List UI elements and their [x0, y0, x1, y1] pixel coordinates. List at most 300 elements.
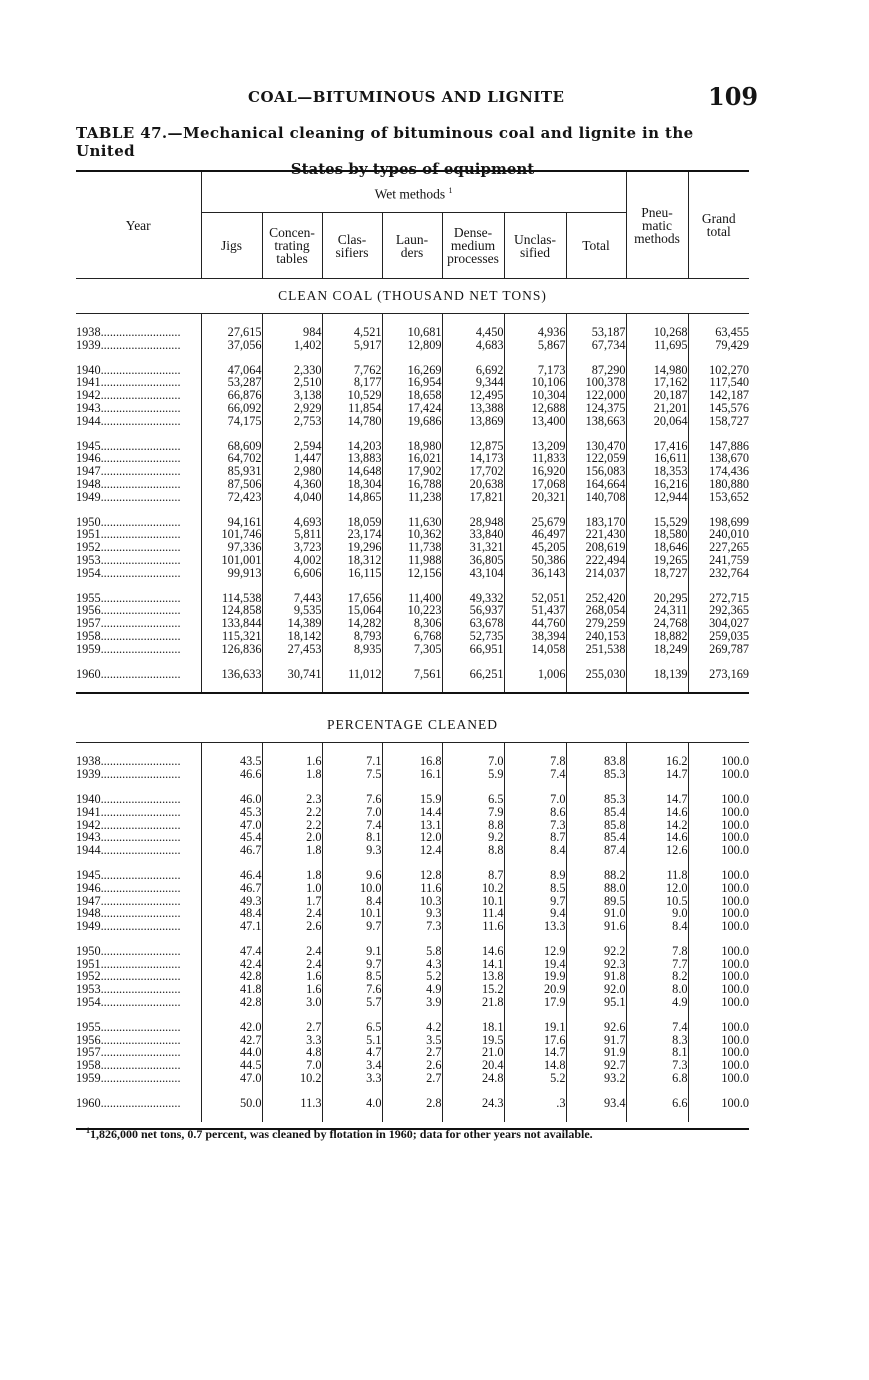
cell-total: 88.2 [566, 869, 626, 882]
cell-year: 1943.......................... [76, 831, 201, 844]
cell-concentrating-tables: 3,138 [262, 389, 322, 402]
cell-pneumatic: 4.9 [626, 996, 688, 1009]
cell-dense-medium: 6.5 [442, 793, 504, 806]
table-row [76, 1072, 749, 1085]
cell-launders: 16,021 [382, 452, 442, 465]
cell-grand-total: 102,270 [709, 362, 750, 377]
cell-launders: 10,223 [382, 604, 442, 617]
col-group-wet-methods [201, 171, 626, 213]
cell-jigs: 47.0 [201, 819, 262, 832]
cell-launders: 17,902 [382, 465, 442, 478]
cell-jigs: 46.7 [201, 844, 262, 857]
cell-year: 1955.......................... [76, 1021, 201, 1034]
cell-unclassified: 36,143 [504, 567, 566, 580]
cell-pneumatic: 24,768 [626, 617, 688, 630]
cell-pneumatic: 12.6 [626, 844, 688, 857]
cell-year: 1947.......................... [76, 895, 201, 908]
cell-pneumatic: 8.4 [626, 920, 688, 933]
cell-launders: 4.3 [382, 958, 442, 971]
cell-dense-medium: 17,821 [442, 491, 504, 504]
cell-concentrating-tables: 2.4 [262, 907, 322, 920]
table-row [76, 478, 749, 491]
cell-jigs: 46.6 [201, 768, 262, 781]
cell-dense-medium: 20,638 [442, 478, 504, 491]
gap-cell [76, 1110, 201, 1122]
cell-dense-medium: 15.2 [442, 983, 504, 996]
cell-dense-medium: 43,104 [442, 567, 504, 580]
gap-cell [688, 352, 749, 364]
cell-launders: 8,306 [382, 617, 442, 630]
cell-year: 1951.......................... [76, 958, 201, 971]
cell-dense-medium: 11.6 [442, 920, 504, 933]
group-gap [76, 580, 749, 592]
cell-launders: 11,738 [382, 541, 442, 554]
cell-jigs: 136,633 [201, 668, 262, 681]
cell-total: 92.6 [566, 1021, 626, 1034]
cell-pneumatic: 17,162 [626, 376, 688, 389]
table-row [76, 402, 749, 415]
cell-grand-total: 100.0 [721, 804, 750, 819]
cell-unclassified: 7.4 [504, 768, 566, 781]
cell-jigs: 47.0 [201, 1072, 262, 1085]
cell-grand-total: 79,429 [715, 337, 750, 352]
gap-cell [76, 857, 201, 869]
cell-year: 1945.......................... [76, 869, 201, 882]
cell-total: 85.4 [566, 831, 626, 844]
cell-unclassified: 25,679 [504, 516, 566, 529]
cell-unclassified: 9.7 [504, 895, 566, 908]
cell-total: 208,619 [566, 541, 626, 554]
gap-cell [76, 933, 201, 945]
cell-classifiers: 7.5 [322, 768, 382, 781]
gap-cell [382, 580, 442, 592]
cell-pneumatic: 6.6 [626, 1097, 688, 1110]
section-rule-cell [76, 693, 749, 708]
gap-cell [504, 504, 566, 516]
cell-dense-medium: 14.6 [442, 945, 504, 958]
group-gap [76, 352, 749, 364]
cell-grand-total: 100.0 [721, 791, 750, 806]
group-gap [76, 504, 749, 516]
table-row [76, 768, 749, 781]
cell-dense-medium: 6,692 [442, 364, 504, 377]
cell-classifiers: 10.0 [322, 882, 382, 895]
group-gap [76, 428, 749, 440]
cell-classifiers: 8.5 [322, 970, 382, 983]
cell-year: 1946.......................... [76, 882, 201, 895]
cell-classifiers: 5.1 [322, 1034, 382, 1047]
cell-concentrating-tables: 984 [262, 326, 322, 339]
cell-year: 1938.......................... [76, 326, 201, 339]
cell-classifiers: 7.6 [322, 983, 382, 996]
cell-jigs: 101,001 [201, 554, 262, 567]
gap-cell [76, 428, 201, 440]
cell-classifiers: 4.0 [322, 1097, 382, 1110]
cell-launders: 5.2 [382, 970, 442, 983]
cell-classifiers: 3.4 [322, 1059, 382, 1072]
cell-jigs: 46.7 [201, 882, 262, 895]
gap-cell [382, 428, 442, 440]
cell-jigs: 126,836 [201, 643, 262, 656]
cell-unclassified: 5,867 [504, 339, 566, 352]
cell-jigs: 49.3 [201, 895, 262, 908]
gap-cell [626, 428, 688, 440]
cell-year: 1944.......................... [76, 415, 201, 428]
cell-dense-medium: 8.7 [442, 869, 504, 882]
cell-dense-medium: 56,937 [442, 604, 504, 617]
gap-cell [626, 680, 688, 693]
group-gap [76, 680, 749, 693]
cell-total: 95.1 [566, 996, 626, 1009]
cell-dense-medium: 63,678 [442, 617, 504, 630]
cell-launders: 4.2 [382, 1021, 442, 1034]
gap-cell [626, 504, 688, 516]
cell-total: 91.6 [566, 920, 626, 933]
cell-grand-total: 273,169 [709, 666, 750, 681]
gap-cell [442, 504, 504, 516]
cell-launders: 10,681 [382, 326, 442, 339]
gap-cell [76, 504, 201, 516]
gap-cell [442, 428, 504, 440]
cell-grand-total: 147,886 [709, 438, 750, 453]
cell-unclassified: 8.6 [504, 806, 566, 819]
footnote [86, 1126, 593, 1142]
cell-launders: 9.3 [382, 907, 442, 920]
cell-concentrating-tables: 4,040 [262, 491, 322, 504]
cell-year: 1955.......................... [76, 592, 201, 605]
gap-cell [566, 656, 626, 668]
cell-concentrating-tables: 4.8 [262, 1046, 322, 1059]
table-row [76, 996, 749, 1009]
cell-grand-total: 232,764 [709, 565, 750, 580]
table-row [76, 806, 749, 819]
cell-pneumatic: 6.8 [626, 1072, 688, 1085]
table-row [76, 1059, 749, 1072]
cell-jigs: 41.8 [201, 983, 262, 996]
cell-pneumatic: 18,353 [626, 465, 688, 478]
cell-year: 1949.......................... [76, 920, 201, 933]
caption-line-1: TABLE 47.—Mechanical cleaning of bituminous coal and lignite in the United [76, 124, 694, 160]
cell-year: 1943.......................... [76, 402, 201, 415]
cell-dense-medium: 7.9 [442, 806, 504, 819]
gap-cell [626, 1110, 688, 1122]
cell-concentrating-tables: 2,980 [262, 465, 322, 478]
cell-dense-medium: 20.4 [442, 1059, 504, 1072]
cell-dense-medium: 24.8 [442, 1072, 504, 1085]
cell-classifiers: 13,883 [322, 452, 382, 465]
cell-launders: 16.8 [382, 755, 442, 768]
cell-grand-total: 100.0 [721, 893, 750, 908]
cell-grand-total: 158,727 [709, 413, 750, 428]
cell-unclassified: 17,068 [504, 478, 566, 491]
group-gap [76, 933, 749, 945]
col-dense-medium: Dense- medium processes [442, 213, 504, 279]
cell-grand-total: 100.0 [721, 880, 750, 895]
gap-cell [201, 680, 262, 693]
cell-launders: 18,658 [382, 389, 442, 402]
cell-concentrating-tables: 1,402 [262, 339, 322, 352]
cell-total: 221,430 [566, 528, 626, 541]
cell-year: 1953.......................... [76, 983, 201, 996]
page-number: 109 [708, 82, 759, 111]
cell-dense-medium: 12,495 [442, 389, 504, 402]
cell-total: 67,734 [566, 339, 626, 352]
cell-jigs: 72,423 [201, 491, 262, 504]
cell-year: 1941.......................... [76, 806, 201, 819]
cell-concentrating-tables: 14,389 [262, 617, 322, 630]
cell-classifiers: 4.7 [322, 1046, 382, 1059]
cell-pneumatic: 20,295 [626, 592, 688, 605]
cell-unclassified: 17.6 [504, 1034, 566, 1047]
cell-dense-medium: 21.8 [442, 996, 504, 1009]
cell-total: 130,470 [566, 440, 626, 453]
cell-total: 85.8 [566, 819, 626, 832]
gap-cell [322, 580, 382, 592]
cell-total: 91.9 [566, 1046, 626, 1059]
cell-grand-total: 100.0 [721, 1095, 750, 1110]
gap-cell [442, 680, 504, 693]
cell-unclassified: 10,304 [504, 389, 566, 402]
cell-total: 140,708 [566, 491, 626, 504]
cell-concentrating-tables: 1.6 [262, 970, 322, 983]
cell-unclassified: 8.7 [504, 831, 566, 844]
table-row [76, 1046, 749, 1059]
cell-launders: 3.5 [382, 1034, 442, 1047]
cell-grand-total: 100.0 [721, 817, 750, 832]
gap-cell [504, 352, 566, 364]
cell-year: 1950.......................... [76, 945, 201, 958]
cell-unclassified: 45,205 [504, 541, 566, 554]
gap-cell [504, 680, 566, 693]
cell-concentrating-tables: 1.8 [262, 844, 322, 857]
cell-total: 91.8 [566, 970, 626, 983]
cell-dense-medium: 4,683 [442, 339, 504, 352]
cell-pneumatic: 14.7 [626, 768, 688, 781]
table-row [76, 895, 749, 908]
col-unclassified: Unclas- sified [504, 213, 566, 279]
cell-pneumatic: 18,646 [626, 541, 688, 554]
cell-pneumatic: 18,580 [626, 528, 688, 541]
cell-concentrating-tables: 4,693 [262, 516, 322, 529]
cell-pneumatic: 8.1 [626, 1046, 688, 1059]
cell-concentrating-tables: 1.8 [262, 768, 322, 781]
cell-unclassified: 5.2 [504, 1072, 566, 1085]
cell-year: 1946.......................... [76, 452, 201, 465]
cell-dense-medium: 17,702 [442, 465, 504, 478]
section-title-row [76, 708, 749, 743]
table-row [76, 491, 749, 504]
cell-jigs: 101,746 [201, 528, 262, 541]
cell-concentrating-tables: 4,360 [262, 478, 322, 491]
cell-total: 255,030 [566, 668, 626, 681]
gap-cell [262, 352, 322, 364]
cell-total: 88.0 [566, 882, 626, 895]
cell-concentrating-tables: 3.0 [262, 996, 322, 1009]
cell-jigs: 46.0 [201, 793, 262, 806]
cell-jigs: 42.8 [201, 970, 262, 983]
gap-cell [504, 1110, 566, 1122]
cell-total: 92.2 [566, 945, 626, 958]
gap-cell [566, 680, 626, 693]
cell-grand-total: 241,759 [709, 552, 750, 567]
cell-jigs: 43.5 [201, 755, 262, 768]
cell-classifiers: 14,780 [322, 415, 382, 428]
cell-concentrating-tables: 2.4 [262, 945, 322, 958]
cell-concentrating-tables: 6,606 [262, 567, 322, 580]
cell-dense-medium: 52,735 [442, 630, 504, 643]
cell-jigs: 50.0 [201, 1097, 262, 1110]
cell-grand-total: 100.0 [721, 1019, 750, 1034]
group-gap [76, 743, 749, 756]
cell-pneumatic: 16.2 [626, 755, 688, 768]
cell-unclassified: 14,058 [504, 643, 566, 656]
cell-total: 87,290 [566, 364, 626, 377]
gap-cell [626, 656, 688, 668]
gap-cell [76, 580, 201, 592]
gap-cell [442, 580, 504, 592]
cell-pneumatic: 19,265 [626, 554, 688, 567]
cell-jigs: 74,175 [201, 415, 262, 428]
cell-jigs: 97,336 [201, 541, 262, 554]
cell-pneumatic: 7.8 [626, 945, 688, 958]
cell-total: 85.3 [566, 768, 626, 781]
cell-unclassified: 10,106 [504, 376, 566, 389]
cell-launders: 2.6 [382, 1059, 442, 1072]
cell-unclassified: 38,394 [504, 630, 566, 643]
table-row [76, 793, 749, 806]
cell-year: 1957.......................... [76, 1046, 201, 1059]
cell-concentrating-tables: 2.4 [262, 958, 322, 971]
cell-pneumatic: 11.8 [626, 869, 688, 882]
gap-cell [262, 580, 322, 592]
cell-classifiers: 10,529 [322, 389, 382, 402]
cell-launders: 10.3 [382, 895, 442, 908]
cell-pneumatic: 8.2 [626, 970, 688, 983]
gap-cell [76, 1085, 201, 1097]
cell-concentrating-tables: 1.6 [262, 755, 322, 768]
cell-pneumatic: 20,187 [626, 389, 688, 402]
cell-jigs: 47.4 [201, 945, 262, 958]
cell-dense-medium: 18.1 [442, 1021, 504, 1034]
cell-year: 1958.......................... [76, 1059, 201, 1072]
cell-total: 85.3 [566, 793, 626, 806]
cell-classifiers: 18,312 [322, 554, 382, 567]
cell-unclassified: 9.4 [504, 907, 566, 920]
cell-pneumatic: 18,882 [626, 630, 688, 643]
running-head: COAL—BITUMINOUS AND LIGNITE [248, 88, 565, 106]
cell-unclassified: 7.0 [504, 793, 566, 806]
cell-launders: 12.8 [382, 869, 442, 882]
cell-grand-total: 63,455 [715, 325, 750, 339]
cell-pneumatic: 21,201 [626, 402, 688, 415]
cell-jigs: 114,538 [201, 592, 262, 605]
gap-cell [382, 352, 442, 364]
cell-grand-total: 142,187 [709, 388, 750, 403]
cell-concentrating-tables: 7.0 [262, 1059, 322, 1072]
gap-cell [76, 781, 201, 793]
cell-launders: 11,630 [382, 516, 442, 529]
cell-grand-total: 153,652 [709, 489, 750, 504]
cell-classifiers: 4,521 [322, 326, 382, 339]
cell-pneumatic: 7.7 [626, 958, 688, 971]
cell-jigs: 87,506 [201, 478, 262, 491]
cell-total: 122,059 [566, 452, 626, 465]
cell-concentrating-tables: 27,453 [262, 643, 322, 656]
cell-classifiers: 8,177 [322, 376, 382, 389]
cell-pneumatic: 12,944 [626, 491, 688, 504]
cell-dense-medium: 9,344 [442, 376, 504, 389]
cell-dense-medium: 11.4 [442, 907, 504, 920]
table-row [76, 617, 749, 630]
cell-launders: 16,269 [382, 364, 442, 377]
gap-cell [626, 352, 688, 364]
gap-cell [382, 680, 442, 693]
cell-year: 1949.......................... [76, 491, 201, 504]
gap-cell [76, 656, 201, 668]
cell-dense-medium: 4,450 [442, 326, 504, 339]
wet-methods-footnote-mark: 1 [448, 185, 453, 195]
cell-year: 1952.......................... [76, 541, 201, 554]
cell-concentrating-tables: 9,535 [262, 604, 322, 617]
cell-launders: 2.7 [382, 1072, 442, 1085]
cell-concentrating-tables: 2.3 [262, 793, 322, 806]
gap-cell [566, 1110, 626, 1122]
cell-dense-medium: 66,951 [442, 643, 504, 656]
cell-dense-medium: 31,321 [442, 541, 504, 554]
cell-grand-total: 100.0 [721, 906, 750, 921]
cell-jigs: 115,321 [201, 630, 262, 643]
cell-year: 1954.......................... [76, 567, 201, 580]
cell-total: 87.4 [566, 844, 626, 857]
cell-unclassified: 7,173 [504, 364, 566, 377]
cell-total: 92.3 [566, 958, 626, 971]
cell-year: 1938.......................... [76, 755, 201, 768]
table-row [76, 1034, 749, 1047]
page-header [0, 84, 869, 114]
table-row [76, 643, 749, 656]
cell-pneumatic: 18,249 [626, 643, 688, 656]
cell-grand-total: 100.0 [721, 1058, 750, 1073]
cell-year: 1954.......................... [76, 996, 201, 1009]
cell-launders: 2.7 [382, 1046, 442, 1059]
cell-total: 100,378 [566, 376, 626, 389]
cell-dense-medium: 10.2 [442, 882, 504, 895]
cell-unclassified: 14.7 [504, 1046, 566, 1059]
cell-pneumatic: 12.0 [626, 882, 688, 895]
cell-grand-total: 180,880 [709, 476, 750, 491]
cell-concentrating-tables: 2,929 [262, 402, 322, 415]
footnote-text: 1,826,000 net tons, 0.7 percent, was cleaned by flotation in 1960; data for other years not available. [90, 1127, 593, 1141]
cell-total: 83.8 [566, 755, 626, 768]
cell-total: 183,170 [566, 516, 626, 529]
cell-unclassified: 8.4 [504, 844, 566, 857]
cell-year: 1948.......................... [76, 478, 201, 491]
cell-classifiers: 10.1 [322, 907, 382, 920]
group-gap [76, 656, 749, 668]
cell-pneumatic: 11,695 [626, 339, 688, 352]
cell-dense-medium: 13.8 [442, 970, 504, 983]
cell-classifiers: 7.1 [322, 755, 382, 768]
gap-cell [322, 428, 382, 440]
cell-grand-total: 174,436 [709, 464, 750, 479]
gap-cell [322, 656, 382, 668]
cell-unclassified: 12,688 [504, 402, 566, 415]
cell-launders: 12.0 [382, 831, 442, 844]
cell-year: 1950.......................... [76, 516, 201, 529]
cell-classifiers: 14,282 [322, 617, 382, 630]
cell-pneumatic: 10.5 [626, 895, 688, 908]
cell-unclassified: 19.1 [504, 1021, 566, 1034]
